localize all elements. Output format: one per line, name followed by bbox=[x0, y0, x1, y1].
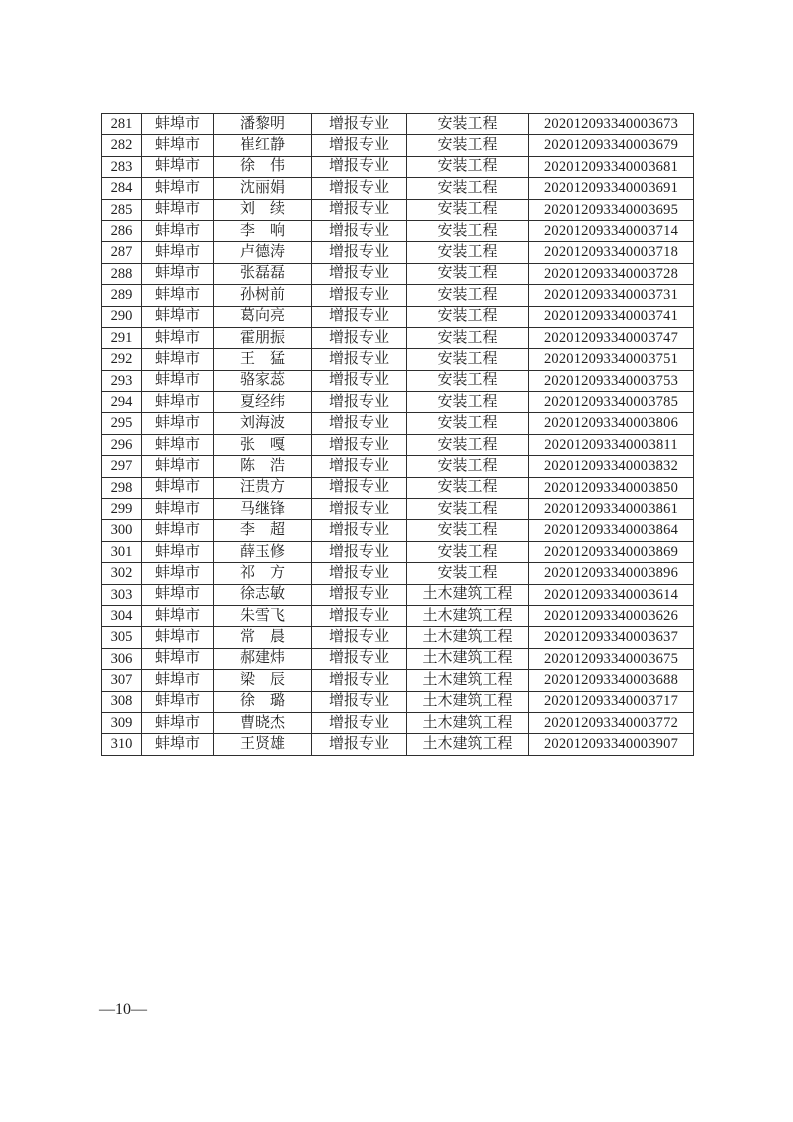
table-row bbox=[102, 135, 694, 156]
cell-specialty: 土木建筑工程 bbox=[407, 691, 529, 712]
cell-seq: 308 bbox=[102, 691, 142, 712]
cell-seq: 288 bbox=[102, 263, 142, 284]
cell-specialty: 安装工程 bbox=[407, 156, 529, 177]
cell-name: 徐志敏 bbox=[214, 584, 312, 605]
cell-category: 增报专业 bbox=[312, 648, 407, 669]
cell-city: 蚌埠市 bbox=[142, 584, 214, 605]
table-row bbox=[102, 691, 694, 712]
cell-city: 蚌埠市 bbox=[142, 413, 214, 434]
table-row bbox=[102, 605, 694, 626]
cell-seq: 310 bbox=[102, 734, 142, 755]
cell-name: 朱雪飞 bbox=[214, 605, 312, 626]
cell-name: 夏经纬 bbox=[214, 392, 312, 413]
cell-city: 蚌埠市 bbox=[142, 520, 214, 541]
cell-cert-no: 202012093340003717 bbox=[529, 691, 694, 712]
cell-specialty: 安装工程 bbox=[407, 220, 529, 241]
cell-name: 卢德涛 bbox=[214, 242, 312, 263]
cell-category: 增报专业 bbox=[312, 413, 407, 434]
table-row bbox=[102, 627, 694, 648]
cell-name: 沈丽娟 bbox=[214, 178, 312, 199]
cell-name: 郝建炜 bbox=[214, 648, 312, 669]
cell-city: 蚌埠市 bbox=[142, 263, 214, 284]
cell-seq: 294 bbox=[102, 392, 142, 413]
cell-category: 增报专业 bbox=[312, 263, 407, 284]
cell-specialty: 安装工程 bbox=[407, 135, 529, 156]
table-row bbox=[102, 712, 694, 733]
table-row bbox=[102, 392, 694, 413]
cell-cert-no: 202012093340003688 bbox=[529, 670, 694, 691]
cell-specialty: 土木建筑工程 bbox=[407, 648, 529, 669]
cell-seq: 299 bbox=[102, 499, 142, 520]
cell-category: 增报专业 bbox=[312, 691, 407, 712]
cell-seq: 290 bbox=[102, 306, 142, 327]
table-row bbox=[102, 670, 694, 691]
table-row bbox=[102, 584, 694, 605]
table-row bbox=[102, 263, 694, 284]
cell-specialty: 安装工程 bbox=[407, 242, 529, 263]
cell-city: 蚌埠市 bbox=[142, 434, 214, 455]
cell-category: 增报专业 bbox=[312, 156, 407, 177]
cell-city: 蚌埠市 bbox=[142, 327, 214, 348]
table-row bbox=[102, 477, 694, 498]
table-row bbox=[102, 541, 694, 562]
table-row bbox=[102, 734, 694, 755]
cell-city: 蚌埠市 bbox=[142, 456, 214, 477]
cell-specialty: 安装工程 bbox=[407, 499, 529, 520]
cell-category: 增报专业 bbox=[312, 541, 407, 562]
cell-category: 增报专业 bbox=[312, 114, 407, 135]
cell-category: 增报专业 bbox=[312, 349, 407, 370]
cell-city: 蚌埠市 bbox=[142, 734, 214, 755]
cell-name: 汪贵方 bbox=[214, 477, 312, 498]
cell-name: 王贤雄 bbox=[214, 734, 312, 755]
cell-cert-no: 202012093340003718 bbox=[529, 242, 694, 263]
cell-seq: 296 bbox=[102, 434, 142, 455]
cell-city: 蚌埠市 bbox=[142, 135, 214, 156]
cell-specialty: 安装工程 bbox=[407, 199, 529, 220]
cell-seq: 300 bbox=[102, 520, 142, 541]
table-row bbox=[102, 242, 694, 263]
cell-category: 增报专业 bbox=[312, 306, 407, 327]
applicants-table bbox=[101, 113, 694, 756]
cell-name: 葛向亮 bbox=[214, 306, 312, 327]
cell-cert-no: 202012093340003864 bbox=[529, 520, 694, 541]
cell-name: 常 晨 bbox=[214, 627, 312, 648]
table-row bbox=[102, 413, 694, 434]
cell-category: 增报专业 bbox=[312, 135, 407, 156]
cell-name: 王 猛 bbox=[214, 349, 312, 370]
cell-name: 崔红静 bbox=[214, 135, 312, 156]
cell-specialty: 土木建筑工程 bbox=[407, 712, 529, 733]
cell-cert-no: 202012093340003675 bbox=[529, 648, 694, 669]
table-row bbox=[102, 114, 694, 135]
cell-category: 增报专业 bbox=[312, 434, 407, 455]
cell-name: 徐 伟 bbox=[214, 156, 312, 177]
cell-category: 增报专业 bbox=[312, 563, 407, 584]
cell-city: 蚌埠市 bbox=[142, 349, 214, 370]
table-row bbox=[102, 499, 694, 520]
table-row bbox=[102, 648, 694, 669]
cell-city: 蚌埠市 bbox=[142, 712, 214, 733]
applicants-table-body bbox=[102, 114, 694, 756]
table-row bbox=[102, 199, 694, 220]
table-row bbox=[102, 520, 694, 541]
cell-name: 曹晓杰 bbox=[214, 712, 312, 733]
cell-city: 蚌埠市 bbox=[142, 199, 214, 220]
cell-specialty: 安装工程 bbox=[407, 563, 529, 584]
cell-cert-no: 202012093340003850 bbox=[529, 477, 694, 498]
cell-cert-no: 202012093340003673 bbox=[529, 114, 694, 135]
cell-seq: 282 bbox=[102, 135, 142, 156]
cell-seq: 307 bbox=[102, 670, 142, 691]
cell-cert-no: 202012093340003806 bbox=[529, 413, 694, 434]
cell-cert-no: 202012093340003728 bbox=[529, 263, 694, 284]
cell-cert-no: 202012093340003785 bbox=[529, 392, 694, 413]
cell-cert-no: 202012093340003753 bbox=[529, 370, 694, 391]
cell-seq: 289 bbox=[102, 285, 142, 306]
cell-category: 增报专业 bbox=[312, 499, 407, 520]
cell-city: 蚌埠市 bbox=[142, 541, 214, 562]
cell-specialty: 安装工程 bbox=[407, 541, 529, 562]
cell-category: 增报专业 bbox=[312, 199, 407, 220]
cell-seq: 292 bbox=[102, 349, 142, 370]
cell-category: 增报专业 bbox=[312, 605, 407, 626]
cell-cert-no: 202012093340003681 bbox=[529, 156, 694, 177]
cell-seq: 301 bbox=[102, 541, 142, 562]
cell-category: 增报专业 bbox=[312, 220, 407, 241]
page-number: —10— bbox=[99, 1001, 147, 1018]
cell-name: 马继锋 bbox=[214, 499, 312, 520]
cell-cert-no: 202012093340003637 bbox=[529, 627, 694, 648]
cell-name: 霍朋振 bbox=[214, 327, 312, 348]
cell-cert-no: 202012093340003695 bbox=[529, 199, 694, 220]
cell-category: 增报专业 bbox=[312, 584, 407, 605]
cell-name: 张 嘎 bbox=[214, 434, 312, 455]
cell-category: 增报专业 bbox=[312, 734, 407, 755]
cell-category: 增报专业 bbox=[312, 520, 407, 541]
cell-specialty: 土木建筑工程 bbox=[407, 627, 529, 648]
cell-name: 孙树前 bbox=[214, 285, 312, 306]
cell-specialty: 安装工程 bbox=[407, 178, 529, 199]
cell-city: 蚌埠市 bbox=[142, 605, 214, 626]
cell-specialty: 土木建筑工程 bbox=[407, 605, 529, 626]
table-row bbox=[102, 370, 694, 391]
cell-name: 张磊磊 bbox=[214, 263, 312, 284]
cell-category: 增报专业 bbox=[312, 670, 407, 691]
cell-city: 蚌埠市 bbox=[142, 178, 214, 199]
cell-city: 蚌埠市 bbox=[142, 370, 214, 391]
cell-cert-no: 202012093340003626 bbox=[529, 605, 694, 626]
table-row bbox=[102, 327, 694, 348]
cell-name: 骆家蕊 bbox=[214, 370, 312, 391]
cell-city: 蚌埠市 bbox=[142, 392, 214, 413]
cell-specialty: 安装工程 bbox=[407, 434, 529, 455]
cell-specialty: 安装工程 bbox=[407, 327, 529, 348]
cell-specialty: 安装工程 bbox=[407, 456, 529, 477]
cell-seq: 293 bbox=[102, 370, 142, 391]
cell-specialty: 安装工程 bbox=[407, 413, 529, 434]
cell-category: 增报专业 bbox=[312, 242, 407, 263]
cell-cert-no: 202012093340003731 bbox=[529, 285, 694, 306]
cell-city: 蚌埠市 bbox=[142, 156, 214, 177]
cell-specialty: 安装工程 bbox=[407, 477, 529, 498]
table-row bbox=[102, 563, 694, 584]
cell-name: 祁 方 bbox=[214, 563, 312, 584]
cell-seq: 302 bbox=[102, 563, 142, 584]
cell-cert-no: 202012093340003832 bbox=[529, 456, 694, 477]
cell-category: 增报专业 bbox=[312, 712, 407, 733]
cell-cert-no: 202012093340003772 bbox=[529, 712, 694, 733]
cell-seq: 304 bbox=[102, 605, 142, 626]
cell-specialty: 土木建筑工程 bbox=[407, 670, 529, 691]
cell-city: 蚌埠市 bbox=[142, 114, 214, 135]
cell-specialty: 土木建筑工程 bbox=[407, 584, 529, 605]
cell-seq: 283 bbox=[102, 156, 142, 177]
cell-category: 增报专业 bbox=[312, 285, 407, 306]
cell-seq: 305 bbox=[102, 627, 142, 648]
cell-seq: 286 bbox=[102, 220, 142, 241]
cell-category: 增报专业 bbox=[312, 327, 407, 348]
cell-name: 李 响 bbox=[214, 220, 312, 241]
cell-specialty: 安装工程 bbox=[407, 306, 529, 327]
cell-city: 蚌埠市 bbox=[142, 242, 214, 263]
cell-category: 增报专业 bbox=[312, 178, 407, 199]
cell-seq: 297 bbox=[102, 456, 142, 477]
cell-seq: 281 bbox=[102, 114, 142, 135]
cell-specialty: 土木建筑工程 bbox=[407, 734, 529, 755]
cell-city: 蚌埠市 bbox=[142, 670, 214, 691]
cell-specialty: 安装工程 bbox=[407, 520, 529, 541]
cell-seq: 287 bbox=[102, 242, 142, 263]
table-row bbox=[102, 156, 694, 177]
cell-specialty: 安装工程 bbox=[407, 285, 529, 306]
cell-seq: 295 bbox=[102, 413, 142, 434]
cell-seq: 284 bbox=[102, 178, 142, 199]
cell-seq: 298 bbox=[102, 477, 142, 498]
cell-cert-no: 202012093340003896 bbox=[529, 563, 694, 584]
cell-category: 增报专业 bbox=[312, 627, 407, 648]
table-row bbox=[102, 456, 694, 477]
cell-cert-no: 202012093340003811 bbox=[529, 434, 694, 455]
cell-city: 蚌埠市 bbox=[142, 285, 214, 306]
cell-category: 增报专业 bbox=[312, 477, 407, 498]
cell-category: 增报专业 bbox=[312, 392, 407, 413]
table-row bbox=[102, 306, 694, 327]
cell-seq: 285 bbox=[102, 199, 142, 220]
cell-cert-no: 202012093340003741 bbox=[529, 306, 694, 327]
cell-cert-no: 202012093340003691 bbox=[529, 178, 694, 199]
cell-seq: 306 bbox=[102, 648, 142, 669]
cell-seq: 291 bbox=[102, 327, 142, 348]
cell-cert-no: 202012093340003714 bbox=[529, 220, 694, 241]
cell-specialty: 安装工程 bbox=[407, 114, 529, 135]
table-row bbox=[102, 434, 694, 455]
cell-specialty: 安装工程 bbox=[407, 349, 529, 370]
cell-specialty: 安装工程 bbox=[407, 392, 529, 413]
cell-seq: 309 bbox=[102, 712, 142, 733]
cell-category: 增报专业 bbox=[312, 456, 407, 477]
cell-name: 陈 浩 bbox=[214, 456, 312, 477]
cell-city: 蚌埠市 bbox=[142, 306, 214, 327]
cell-name: 梁 辰 bbox=[214, 670, 312, 691]
cell-category: 增报专业 bbox=[312, 370, 407, 391]
cell-city: 蚌埠市 bbox=[142, 648, 214, 669]
cell-city: 蚌埠市 bbox=[142, 477, 214, 498]
table-row bbox=[102, 349, 694, 370]
cell-cert-no: 202012093340003747 bbox=[529, 327, 694, 348]
cell-seq: 303 bbox=[102, 584, 142, 605]
cell-cert-no: 202012093340003907 bbox=[529, 734, 694, 755]
cell-cert-no: 202012093340003679 bbox=[529, 135, 694, 156]
cell-cert-no: 202012093340003751 bbox=[529, 349, 694, 370]
cell-name: 刘海波 bbox=[214, 413, 312, 434]
table-row bbox=[102, 285, 694, 306]
table-row bbox=[102, 178, 694, 199]
cell-name: 薛玉修 bbox=[214, 541, 312, 562]
table-row bbox=[102, 220, 694, 241]
cell-name: 李 超 bbox=[214, 520, 312, 541]
cell-name: 潘黎明 bbox=[214, 114, 312, 135]
cell-cert-no: 202012093340003614 bbox=[529, 584, 694, 605]
cell-city: 蚌埠市 bbox=[142, 499, 214, 520]
cell-name: 徐 璐 bbox=[214, 691, 312, 712]
cell-city: 蚌埠市 bbox=[142, 627, 214, 648]
cell-cert-no: 202012093340003869 bbox=[529, 541, 694, 562]
cell-specialty: 安装工程 bbox=[407, 263, 529, 284]
cell-specialty: 安装工程 bbox=[407, 370, 529, 391]
cell-city: 蚌埠市 bbox=[142, 691, 214, 712]
cell-name: 刘 续 bbox=[214, 199, 312, 220]
cell-cert-no: 202012093340003861 bbox=[529, 499, 694, 520]
cell-city: 蚌埠市 bbox=[142, 563, 214, 584]
cell-city: 蚌埠市 bbox=[142, 220, 214, 241]
